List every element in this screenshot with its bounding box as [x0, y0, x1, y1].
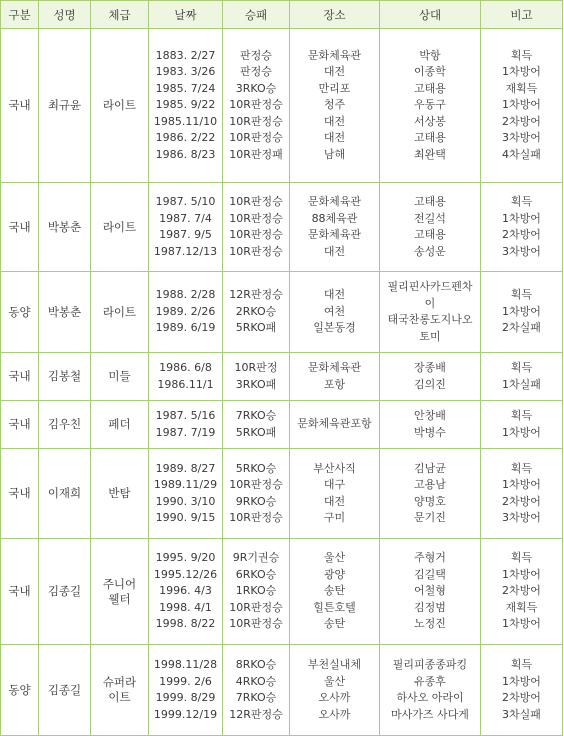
- opponent-cell-line: 주형거: [414, 551, 446, 565]
- date-cell-line: 1989. 6/19: [155, 321, 216, 335]
- result-cell-line: 10R판정승: [229, 195, 283, 208]
- header-opponent: 상대: [380, 1, 481, 29]
- result-cell-line: 10R판정패: [229, 147, 283, 161]
- venue-cell-line: 만리포: [318, 81, 351, 95]
- opponent-cell: [380, 401, 481, 449]
- venue-cell-line: 오사까: [318, 691, 351, 704]
- date-cell: [149, 539, 223, 645]
- date-cell-line: 1989.11/29: [153, 478, 218, 491]
- category-cell: [1, 539, 39, 645]
- remarks-cell-line: 2차방어: [502, 228, 541, 241]
- table-row: [1, 645, 563, 736]
- remarks-cell-line: 1차방어: [502, 617, 541, 631]
- table-header-row: [1, 1, 563, 29]
- venue-cell-line: 오사까: [318, 707, 351, 721]
- remarks-cell-line: 획득: [510, 551, 533, 565]
- date-cell: [149, 401, 223, 449]
- remarks-cell: [481, 539, 563, 645]
- venue-cell-line: 부산사직: [313, 461, 356, 475]
- venue-cell: [290, 183, 380, 272]
- result-cell-line: 5RKO승: [235, 461, 277, 475]
- venue-cell-line: 포항: [323, 377, 346, 391]
- opponent-cell-line: 우동구: [414, 98, 446, 112]
- opponent-cell-line: 필리피종종파킹: [392, 658, 468, 671]
- opponent-cell-line: 김정범: [414, 600, 446, 614]
- opponent-cell-line: 서상봉: [414, 114, 446, 128]
- remarks-cell-line: 재획득: [505, 600, 538, 614]
- result-cell-line: 3RKO패: [235, 377, 277, 391]
- remarks-cell-line: 1차방어: [502, 478, 541, 491]
- opponent-cell-line: 김남균: [414, 461, 446, 475]
- remarks-cell: [481, 183, 563, 272]
- result-cell-line: 1RKO승: [235, 584, 277, 598]
- boxer-name-cell-text: 박봉춘: [47, 304, 82, 319]
- category-cell-text: 국내: [8, 417, 31, 431]
- venue-cell: [290, 272, 380, 353]
- date-cell-line: 1995. 9/20: [155, 551, 216, 565]
- result-cell-line: 10R판정: [234, 361, 278, 374]
- weight-class-cell: [91, 183, 149, 272]
- venue-cell-line: 문화체육관: [307, 228, 362, 241]
- venue-cell-line: 남해: [323, 147, 346, 161]
- date-cell-line: 1985.11/10: [153, 114, 218, 128]
- date-cell-line: 1999. 2/6: [159, 674, 212, 688]
- weight-class-cell-text: 페더: [108, 417, 131, 431]
- venue-cell-line: 문화체육관: [307, 361, 362, 374]
- boxer-name-cell: [39, 401, 91, 449]
- opponent-cell: [380, 29, 481, 183]
- weight-class-cell: [91, 272, 149, 353]
- date-cell-line: 1987. 9/5: [159, 228, 212, 241]
- date-cell-line: 1998. 4/1: [159, 600, 212, 614]
- opponent-cell-line: 박항: [419, 48, 441, 62]
- boxer-name-cell: [39, 183, 91, 272]
- venue-cell: [290, 645, 380, 736]
- date-cell-line: 1990. 9/15: [155, 511, 216, 524]
- remarks-cell-line: 재획득: [505, 81, 538, 95]
- boxer-name-cell-text: 이재희: [47, 486, 82, 500]
- venue-cell-line: 문화체육관포항: [297, 417, 372, 431]
- result-cell: [223, 29, 290, 183]
- date-cell: [149, 29, 223, 183]
- boxer-name-cell: [39, 272, 91, 353]
- remarks-cell-line: 1차실패: [502, 377, 541, 391]
- result-cell: [223, 539, 290, 645]
- opponent-cell-line: 어철형: [414, 584, 446, 598]
- venue-cell-line: 대전: [323, 494, 346, 508]
- table-row: [1, 353, 563, 401]
- date-cell: [149, 272, 223, 353]
- remarks-cell-line: 1차방어: [502, 304, 541, 318]
- table-row: [1, 401, 563, 449]
- remarks-cell-line: 획득: [510, 288, 533, 302]
- result-cell-line: 10R판정승: [229, 131, 283, 145]
- boxer-name-cell-text: 김봉철: [47, 369, 82, 383]
- weight-class-cell: [91, 539, 149, 645]
- opponent-cell-line: 마사가즈 사다게: [391, 707, 469, 721]
- date-cell-line: 1999. 8/29: [155, 691, 216, 704]
- result-cell-line: 10R판정승: [229, 617, 283, 631]
- date-cell-line: 1995.12/26: [153, 567, 218, 581]
- category-cell-text: 동양: [8, 304, 31, 319]
- opponent-cell-line: 최완택: [414, 147, 446, 161]
- weight-class-cell: [91, 29, 149, 183]
- venue-cell-line: 구미: [323, 511, 346, 524]
- venue-cell: [290, 353, 380, 401]
- weight-class-cell-text: 반탐: [108, 486, 131, 500]
- boxer-name-cell-text: 박봉춘: [47, 219, 82, 234]
- remarks-cell-line: 1차방어: [502, 65, 541, 79]
- result-cell-line: 12R판정승: [229, 707, 283, 721]
- category-cell-text: 국내: [8, 98, 31, 112]
- result-cell: [223, 272, 290, 353]
- header-remarks: 비고: [481, 1, 563, 29]
- result-cell-line: 4RKO승: [235, 674, 277, 688]
- result-cell-line: 판정승: [240, 48, 272, 62]
- remarks-cell-line: 획득: [510, 48, 533, 62]
- remarks-cell-line: 1차방어: [502, 674, 541, 688]
- opponent-cell-line: 안창배: [414, 409, 446, 422]
- remarks-cell-line: 2차방어: [502, 691, 541, 704]
- opponent-cell-line: 양명호: [414, 494, 446, 508]
- opponent-cell-line: 김길택: [414, 567, 446, 581]
- venue-cell-line: 울산: [323, 674, 346, 688]
- venue-cell: [290, 29, 380, 183]
- date-cell: [149, 353, 223, 401]
- result-cell: [223, 645, 290, 736]
- venue-cell-line: 대전: [323, 65, 346, 79]
- date-cell-line: 1987.12/13: [153, 244, 218, 258]
- date-cell-line: 1987. 5/10: [155, 195, 216, 208]
- venue-cell-line: 광양: [323, 567, 346, 581]
- weight-class-cell: [91, 449, 149, 539]
- date-cell-line: 1998.11/28: [153, 658, 218, 671]
- opponent-cell-line: 태국찬롱도지나오토미: [387, 313, 473, 343]
- date-cell: [149, 183, 223, 272]
- result-cell-line: 9RKO승: [235, 494, 277, 508]
- header-name: 성명: [39, 1, 91, 29]
- venue-cell-line: 여천: [323, 304, 346, 318]
- remarks-cell-line: 획득: [510, 361, 533, 374]
- date-cell-line: 1996. 4/3: [159, 584, 212, 598]
- venue-cell-line: 문화체육관: [307, 48, 362, 62]
- opponent-cell-line: 박병수: [414, 425, 446, 439]
- result-cell-line: 6RKO승: [235, 567, 277, 581]
- remarks-cell: [481, 449, 563, 539]
- header-result: 승패: [223, 1, 290, 29]
- boxer-name-cell: [39, 539, 91, 645]
- result-cell: [223, 353, 290, 401]
- venue-cell: [290, 401, 380, 449]
- opponent-cell: [380, 449, 481, 539]
- venue-cell-line: 힐튼호텔: [313, 600, 356, 614]
- boxer-name-cell-text: 최규윤: [47, 98, 82, 112]
- weight-class-cell-text: 라이트: [102, 304, 137, 319]
- category-cell: [1, 645, 39, 736]
- result-cell: [223, 183, 290, 272]
- header-weight-class: 체급: [91, 1, 149, 29]
- category-cell: [1, 401, 39, 449]
- result-cell-line: 3RKO승: [235, 81, 277, 95]
- date-cell-line: 1883. 2/27: [155, 48, 216, 62]
- date-cell-line: 1989. 2/26: [155, 304, 216, 318]
- weight-class-cell: [91, 353, 149, 401]
- opponent-cell: [380, 645, 481, 736]
- opponent-cell: [380, 353, 481, 401]
- result-cell-line: 9R기권승: [232, 551, 280, 565]
- remarks-cell-line: 2차실패: [502, 321, 541, 335]
- remarks-cell: [481, 353, 563, 401]
- opponent-cell-line: 고태용: [414, 81, 446, 95]
- weight-class-cell-text: 라이트: [102, 219, 137, 234]
- result-cell-line: 8RKO승: [235, 658, 277, 671]
- result-cell-line: 12R판정승: [229, 288, 283, 302]
- header-category: 구분: [1, 1, 39, 29]
- venue-cell: [290, 449, 380, 539]
- venue-cell-line: 송탄: [323, 617, 346, 631]
- result-cell-line: 10R판정승: [229, 98, 283, 112]
- weight-class-cell-text: 미들: [108, 369, 131, 383]
- category-cell: [1, 29, 39, 183]
- remarks-cell-line: 1차방어: [502, 425, 541, 439]
- boxer-name-cell-text: 김종길: [47, 584, 82, 598]
- venue-cell-line: 울산: [323, 551, 346, 565]
- date-cell-line: 1999.12/19: [153, 707, 218, 721]
- remarks-cell-line: 획득: [510, 409, 533, 422]
- remarks-cell-line: 2차방어: [502, 584, 541, 598]
- date-cell-line: 1989. 8/27: [155, 461, 216, 475]
- date-cell-line: 1985. 9/22: [155, 98, 216, 112]
- category-cell-text: 국내: [8, 369, 31, 383]
- table-row: [1, 29, 563, 183]
- opponent-cell: [380, 539, 481, 645]
- opponent-cell-line: 고태용: [414, 131, 446, 145]
- result-cell-line: 5RKO패: [235, 321, 277, 335]
- date-cell-line: 1986.11/1: [157, 377, 214, 391]
- remarks-cell: [481, 401, 563, 449]
- opponent-cell-line: 이종학: [414, 65, 446, 79]
- venue-cell-line: 대전: [323, 114, 346, 128]
- result-cell-line: 2RKO승: [235, 304, 277, 318]
- opponent-cell-line: 고용남: [414, 478, 446, 491]
- remarks-cell-line: 2차방어: [502, 114, 541, 128]
- opponent-cell-line: 김의진: [414, 377, 446, 391]
- remarks-cell-line: 획득: [510, 461, 533, 475]
- opponent-cell-line: 유종후: [414, 674, 446, 688]
- result-cell-line: 10R판정승: [229, 600, 283, 614]
- date-cell: [149, 645, 223, 736]
- opponent-cell-line: 고태용: [414, 195, 446, 208]
- table-row: [1, 449, 563, 539]
- venue-cell-line: 대구: [323, 478, 346, 491]
- remarks-cell-line: 1차방어: [502, 211, 541, 225]
- result-cell-line: 7RKO승: [235, 409, 277, 422]
- boxer-name-cell-text: 김종길: [47, 682, 82, 697]
- remarks-cell: [481, 29, 563, 183]
- venue-cell-line: 문화체육관: [307, 195, 362, 208]
- remarks-cell-line: 3차실패: [502, 707, 541, 721]
- weight-class-cell-text: 라이트: [102, 98, 137, 112]
- category-cell-text: 국내: [8, 584, 31, 598]
- result-cell-line: 판정승: [240, 65, 272, 79]
- remarks-cell-line: 획득: [510, 658, 533, 671]
- table-row: [1, 272, 563, 353]
- boxer-name-cell: [39, 449, 91, 539]
- category-cell-text: 국내: [8, 486, 31, 500]
- date-cell-line: 1986. 2/22: [155, 131, 216, 145]
- boxer-name-cell-text: 김우친: [47, 417, 82, 431]
- result-cell-line: 10R판정승: [229, 244, 283, 258]
- venue-cell-line: 대전: [323, 131, 346, 145]
- weight-class-cell: [91, 401, 149, 449]
- venue-cell-line: 부천실내체: [307, 658, 362, 671]
- venue-cell-line: 88체육관: [311, 211, 358, 225]
- opponent-cell-line: 노정진: [414, 617, 446, 631]
- remarks-cell-line: 3차방어: [502, 131, 541, 145]
- date-cell: [149, 449, 223, 539]
- result-cell-line: 10R판정승: [229, 114, 283, 128]
- venue-cell-line: 대전: [323, 244, 346, 258]
- date-cell-line: 1998. 8/22: [155, 617, 216, 631]
- weight-class-cell-text: 주니어웰터: [102, 576, 137, 606]
- date-cell-line: 1987. 7/19: [155, 425, 216, 439]
- table-row: [1, 539, 563, 645]
- weight-class-cell: [91, 645, 149, 736]
- table-row: [1, 183, 563, 272]
- remarks-cell-line: 1차방어: [502, 98, 541, 112]
- date-cell-line: 1983. 3/26: [155, 65, 216, 79]
- result-cell-line: 10R판정승: [229, 478, 283, 491]
- header-date: 날짜: [149, 1, 223, 29]
- result-cell-line: 5RKO패: [235, 425, 277, 439]
- boxer-name-cell: [39, 645, 91, 736]
- opponent-cell: [380, 183, 481, 272]
- date-cell-line: 1986. 6/8: [159, 361, 212, 374]
- result-cell-line: 7RKO승: [235, 691, 277, 704]
- opponent-cell-line: 문기진: [414, 511, 446, 524]
- opponent-cell: [380, 272, 481, 353]
- result-cell-line: 10R판정승: [229, 228, 283, 241]
- result-cell: [223, 401, 290, 449]
- remarks-cell-line: 획득: [510, 195, 533, 208]
- date-cell-line: 1987. 5/16: [155, 409, 216, 422]
- result-cell-line: 10R판정승: [229, 211, 283, 225]
- category-cell-text: 동양: [8, 682, 31, 697]
- venue-cell-line: 송탄: [323, 584, 346, 598]
- remarks-cell-line: 4차실패: [502, 147, 541, 161]
- remarks-cell: [481, 272, 563, 353]
- opponent-cell-line: 송성운: [414, 244, 446, 258]
- venue-cell-line: 일본동경: [313, 321, 356, 335]
- result-cell: [223, 449, 290, 539]
- date-cell-line: 1988. 2/28: [155, 288, 216, 302]
- venue-cell-line: 대전: [323, 288, 346, 302]
- category-cell: [1, 353, 39, 401]
- category-cell-text: 국내: [8, 219, 31, 234]
- remarks-cell-line: 3차방어: [502, 511, 541, 524]
- result-cell-line: 10R판정승: [229, 511, 283, 524]
- opponent-cell-line: 전길석: [414, 211, 446, 225]
- boxer-name-cell: [39, 353, 91, 401]
- remarks-cell-line: 1차방어: [502, 567, 541, 581]
- opponent-cell-line: 고태용: [414, 228, 446, 241]
- opponent-cell-line: 하사오 아라이: [396, 691, 464, 704]
- date-cell-line: 1985. 7/24: [155, 81, 216, 95]
- category-cell: [1, 272, 39, 353]
- opponent-cell-line: 필리핀사카드펜차이: [387, 280, 473, 310]
- date-cell-line: 1987. 7/4: [159, 211, 212, 225]
- date-cell-line: 1986. 8/23: [155, 147, 216, 161]
- venue-cell-line: 청주: [323, 98, 346, 112]
- header-venue: 장소: [290, 1, 380, 29]
- boxer-name-cell: [39, 29, 91, 183]
- category-cell: [1, 183, 39, 272]
- remarks-cell-line: 3차방어: [502, 244, 541, 258]
- venue-cell: [290, 539, 380, 645]
- remarks-cell: [481, 645, 563, 736]
- weight-class-cell-text: 슈퍼라이트: [102, 675, 137, 704]
- remarks-cell-line: 2차방어: [502, 494, 541, 508]
- opponent-cell-line: 장종배: [414, 361, 446, 374]
- category-cell: [1, 449, 39, 539]
- date-cell-line: 1990. 3/10: [155, 494, 216, 508]
